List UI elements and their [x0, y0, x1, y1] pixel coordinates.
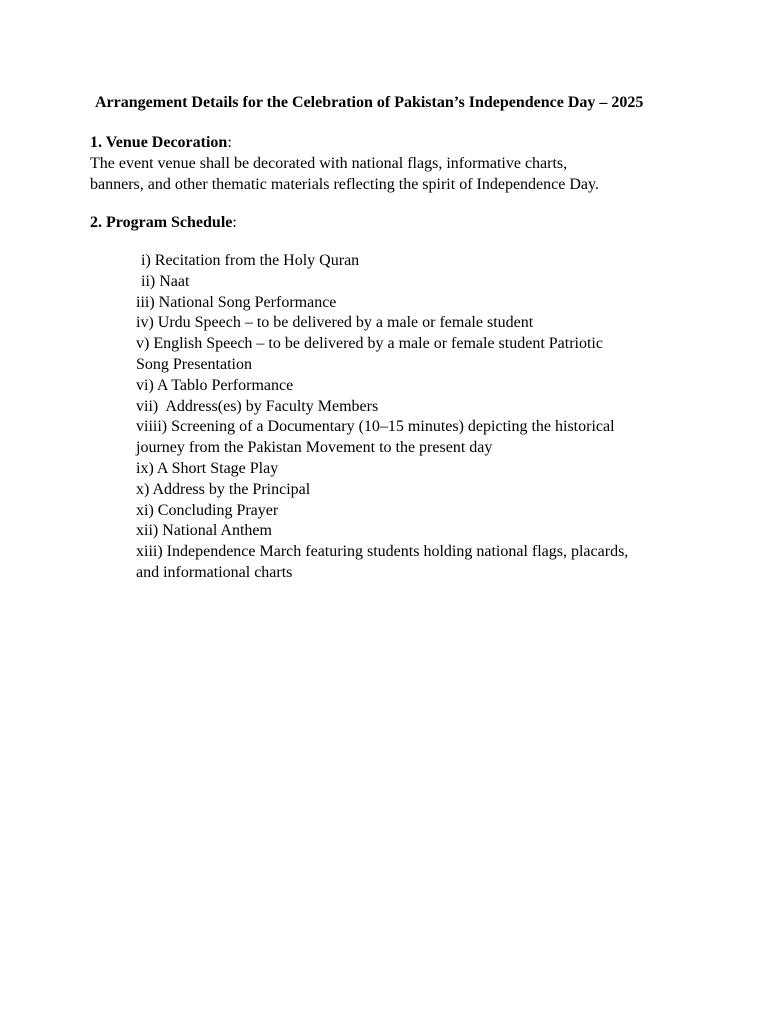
- schedule-item: [136, 376, 696, 397]
- paragraph-line: banners, and other thematic materials reflecting the spirit of Independence Day.: [90, 176, 599, 193]
- paragraph-line: The event venue shall be decorated with national flags, informative charts,: [90, 155, 568, 172]
- schedule-item: [136, 313, 696, 334]
- venue-decoration-paragraph: [90, 153, 690, 195]
- section-heading-colon: :: [227, 134, 232, 151]
- schedule-item-line: Song Presentation: [136, 355, 252, 373]
- schedule-item: [136, 521, 696, 542]
- schedule-item-line: viiii) Screening of a Documentary (10–15 minutes) depicting the historical: [136, 418, 615, 436]
- schedule-item: [136, 459, 696, 480]
- section-heading-text: 1. Venue Decoration: [90, 134, 228, 151]
- schedule-item-line: vii) Address(es) by Faculty Members: [136, 397, 379, 415]
- schedule-item: [136, 334, 696, 376]
- section-heading-colon: :: [232, 214, 237, 231]
- document-title: Arrangement Details for the Celebration of Pakistan’s Independence Day – 2025: [95, 94, 644, 111]
- schedule-item: [136, 501, 696, 522]
- schedule-item-line: ix) A Short Stage Play: [136, 459, 279, 477]
- program-schedule-list: [136, 251, 696, 584]
- section-heading-program-schedule: [90, 212, 237, 233]
- schedule-item: [136, 251, 696, 272]
- schedule-item: [136, 480, 696, 501]
- schedule-item-line: xiii) Independence March featuring students holding national flags, placards,: [136, 543, 629, 561]
- schedule-item-line: iii) National Song Performance: [136, 293, 337, 311]
- schedule-item: [136, 417, 696, 459]
- schedule-item-line: xii) National Anthem: [136, 522, 272, 540]
- schedule-item: [136, 397, 696, 418]
- schedule-item-line: x) Address by the Principal: [136, 480, 311, 498]
- schedule-item-line: iv) Urdu Speech – to be delivered by a male or female student: [136, 314, 534, 332]
- section-heading-text: 2. Program Schedule: [90, 214, 233, 231]
- schedule-item-line: and informational charts: [136, 563, 293, 581]
- schedule-item-line: xi) Concluding Prayer: [136, 501, 279, 519]
- schedule-item-line: ii) Naat: [141, 272, 190, 290]
- schedule-item-line: i) Recitation from the Holy Quran: [141, 252, 360, 269]
- schedule-item-line: v) English Speech – to be delivered by a male or female student Patriotic: [136, 335, 603, 353]
- schedule-item: [136, 272, 696, 293]
- schedule-item: [136, 542, 696, 584]
- section-heading-venue-decoration: [90, 132, 232, 153]
- schedule-item: [136, 293, 696, 314]
- schedule-item-line: journey from the Pakistan Movement to the present day: [136, 439, 493, 457]
- schedule-item-line: vi) A Tablo Performance: [136, 376, 294, 394]
